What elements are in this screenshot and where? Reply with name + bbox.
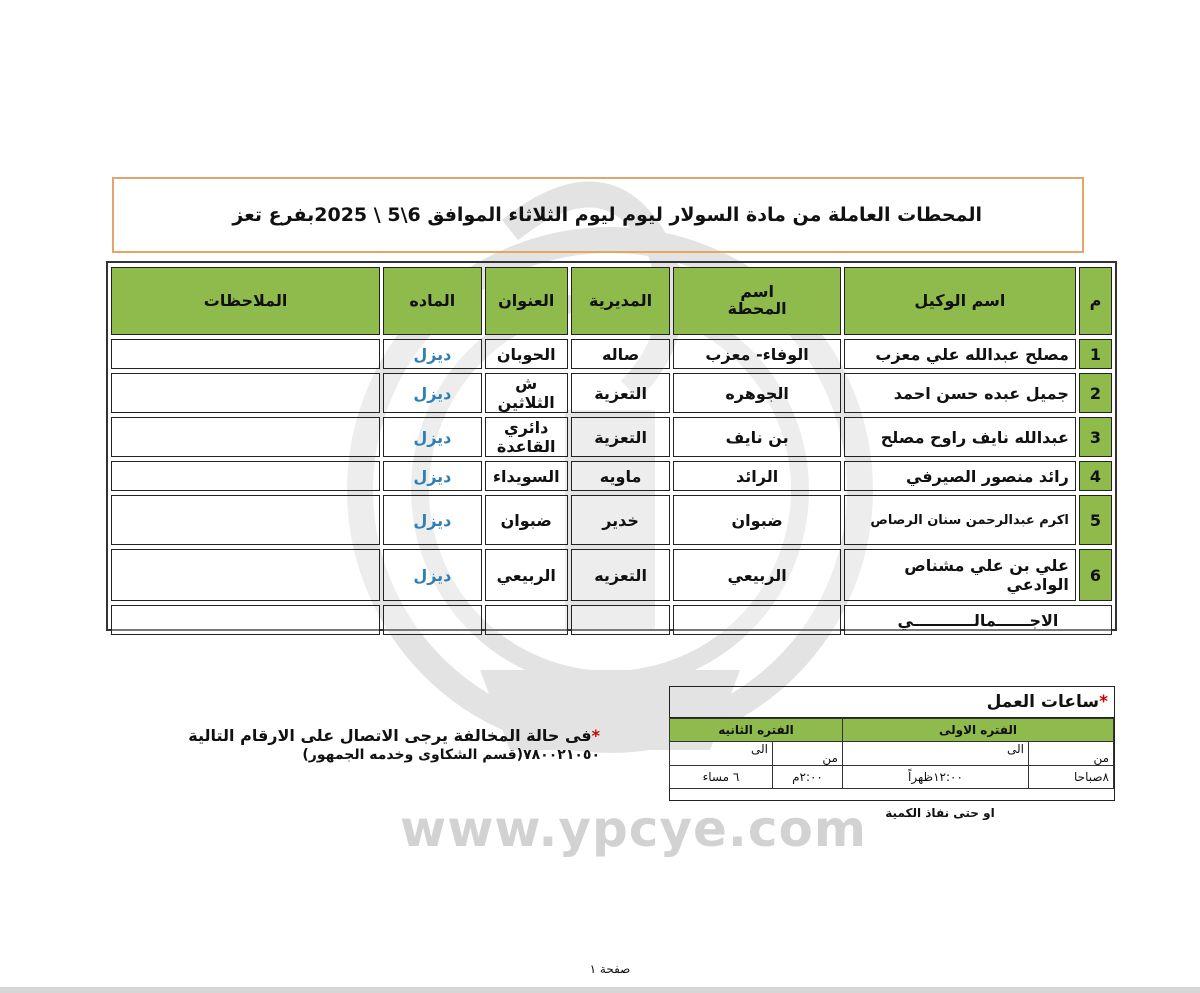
row-num: 6 [1079,549,1112,601]
header-address: العنوان [485,267,568,335]
row-address: ش الثلاثين [485,373,568,413]
row-station: الوفاء- معزب [673,339,841,369]
row-notes [111,373,380,413]
complaint-info [140,726,600,763]
first-to-value: ١٢:٠٠ظهراً [842,766,1028,789]
row-num: 1 [1079,339,1112,369]
row-address: ضبوان [485,495,568,545]
complaint-star: * [591,726,600,745]
header-district: المديرية [571,267,670,335]
table-row [111,461,1112,491]
working-hours-title: *ساعات العمل [670,687,1114,718]
row-agent: رائد منصور الصيرفي [844,461,1076,491]
row-notes [111,495,380,545]
second-to-label: الى [669,742,772,766]
row-agent: عبدالله نايف راوح مصلح [844,417,1076,457]
page-bottom-edge [0,987,1200,993]
row-address: دائري القاعدة [485,417,568,457]
header-station-line1: اسم [740,282,774,302]
row-address: الربيعي [485,549,568,601]
complaint-line2: ٧٨٠٠٢١٠٥٠(قسم الشكاوى وخدمه الجمهور) [302,747,600,763]
second-to-value: ٦ مساء [669,766,772,789]
total-cell [383,605,481,635]
row-num: 2 [1079,373,1112,413]
row-notes [111,339,380,369]
document-title: المحطات العاملة من مادة السولار ليوم ليوم الثلاثاء الموافق 6\5 \ 2025بفرع تعز [232,204,982,226]
row-notes [111,417,380,457]
time-values-row [669,766,1113,789]
page-number: صفحة ١ [589,962,631,976]
row-num: 3 [1079,417,1112,457]
row-num: 4 [1079,461,1112,491]
header-agent: اسم الوكيل [844,267,1076,335]
stations-table [106,261,1117,631]
complaint-line1: *فى حالة المخالفة يرجى الاتصال على الارقام التالية [188,726,600,745]
row-district: التعزية [571,417,670,457]
row-district: صاله [571,339,670,369]
row-district: ماويه [571,461,670,491]
row-address: السويداء [485,461,568,491]
total-row [111,605,1112,635]
row-material: ديزل [383,417,481,457]
table-row [111,549,1112,601]
first-period-header: الفتره الاولى [842,719,1113,742]
row-material: ديزل [383,495,481,545]
row-notes [111,461,380,491]
total-label: الاجــــــمالـــــــــــي [844,605,1112,635]
row-num: 5 [1079,495,1112,545]
table-row [111,495,1112,545]
row-station: بن نايف [673,417,841,457]
row-district: خدير [571,495,670,545]
title-box [112,177,1084,253]
total-cell [571,605,670,635]
first-from-label: من [1029,742,1114,766]
row-station: الجوهره [673,373,841,413]
header-notes: الملاحظات [111,267,380,335]
total-cell [673,605,841,635]
row-station: الربيعي [673,549,841,601]
row-district: التعزية [571,373,670,413]
row-agent: علي بن علي مشناص الوادعي [844,549,1076,601]
header-station [673,267,841,335]
table-header-row [111,267,1112,335]
table-row [111,417,1112,457]
row-material: ديزل [383,373,481,413]
total-cell [111,605,380,635]
row-agent: مصلح عبدالله علي معزب [844,339,1076,369]
table-row [111,339,1112,369]
header-material: الماده [383,267,481,335]
until-quantity-note: او حتى نفاذ الكمية [885,806,995,820]
row-material: ديزل [383,339,481,369]
row-notes [111,549,380,601]
row-material: ديزل [383,461,481,491]
period-header-row [669,719,1113,742]
second-from-value: ٢:٠٠م [772,766,842,789]
header-station-line2: المحطة [727,299,787,318]
watermark-url: www.ypcye.com [400,800,867,858]
second-period-header: الفتره الثانيه [669,719,842,742]
header-num: م [1079,267,1112,335]
row-station: الرائد [673,461,841,491]
hours-star: * [1099,692,1108,712]
row-station: ضبوان [673,495,841,545]
row-agent: اكرم عبدالرحمن سنان الرصاص [844,495,1076,545]
row-address: الحوبان [485,339,568,369]
row-district: التعزيه [571,549,670,601]
row-agent: جميل عبده حسن احمد [844,373,1076,413]
first-to-label: الى [842,742,1028,766]
table-row [111,373,1112,413]
second-from-label: من [772,742,842,766]
from-to-row [669,742,1113,766]
working-hours-box [669,686,1115,801]
total-cell [485,605,568,635]
first-from-value: ٨صباحا [1029,766,1114,789]
row-material: ديزل [383,549,481,601]
